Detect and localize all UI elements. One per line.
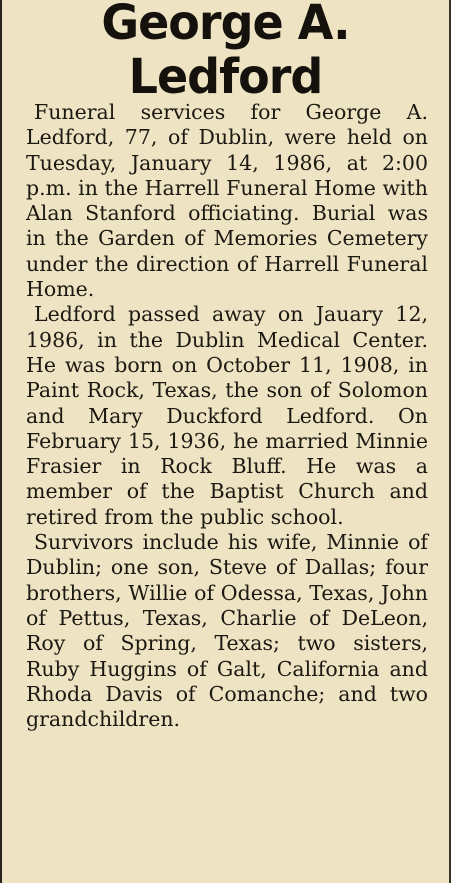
paragraph-funeral-services: Funeral services for George A. Ledford, 77, of Dublin, were held on Tuesday, January 14, 1986, at 2:00 p.m. in the Harrell Funeral Home with Alan Stanford officiating. Burial was in the Garden of Memories Cemetery under the direction of Harrell Funeral Home. bbox=[26, 100, 428, 302]
headline-line-2: Ledford bbox=[128, 47, 323, 105]
headline-line-1: George A. bbox=[101, 0, 350, 51]
obituary-headline bbox=[2, 0, 449, 105]
obituary-body bbox=[26, 100, 428, 732]
paragraph-biography: Ledford passed away on Jauary 12, 1986, in the Dublin Medical Center. He was born on October 11, 1908, in Paint Rock, Texas, the son of Solomon and Mary Duckford Ledford. On February 15, 1936, he married Minnie Frasier in Rock Bluff. He was a member of the Baptist Church and retired from the public school. bbox=[26, 302, 428, 529]
paragraph-survivors: Survivors include his wife, Minnie of Dublin; one son, Steve of Dallas; four brothers, Willie of Odessa, Texas, John of Pettus, Texas, Charlie of DeLeon, Roy of Spring, Texas; two sisters, Ruby Huggins of Galt, California and Rhoda Davis of Comanche; and two grandchildren. bbox=[26, 530, 428, 732]
